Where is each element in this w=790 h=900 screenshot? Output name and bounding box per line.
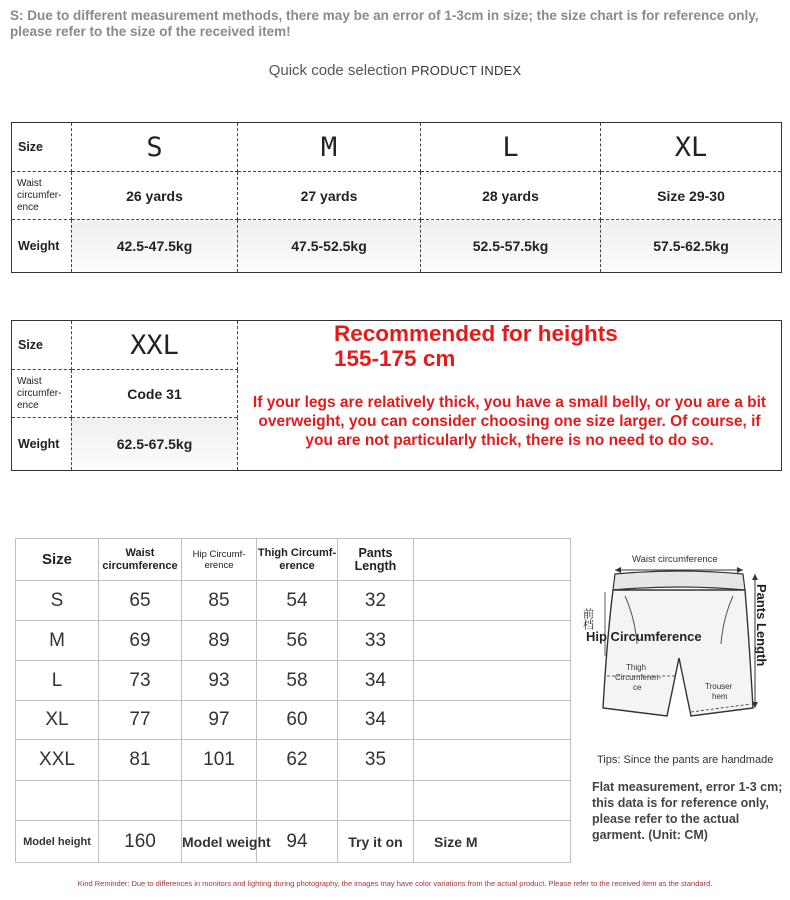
row-label-waist: Waist circumfer-ence bbox=[12, 172, 72, 220]
waist-cell: Code 31 bbox=[72, 370, 238, 418]
weight-cell: 52.5-57.5kg bbox=[421, 220, 601, 273]
weight-cell: 62.5-67.5kg bbox=[72, 418, 238, 471]
thigh-label: ce bbox=[633, 683, 642, 692]
waist-row bbox=[12, 172, 782, 220]
waist-label: Waist circumference bbox=[632, 554, 718, 565]
cell-thigh: 60 bbox=[257, 701, 338, 740]
cell-blank bbox=[338, 781, 414, 821]
measurement-note: S: Due to different measurement methods, there may be an error of 1-3cm in size; the size chart is for reference only, please refer to the size of the received item! bbox=[10, 8, 759, 39]
try-on-label: Try it on bbox=[338, 821, 414, 863]
cell-waist: 73 bbox=[99, 661, 182, 701]
cell-hip: 89 bbox=[182, 621, 257, 661]
waist-cell: 28 yards bbox=[421, 172, 601, 220]
cell-length: 35 bbox=[338, 740, 414, 781]
cell-size: XL bbox=[16, 701, 99, 740]
cell-blank bbox=[99, 781, 182, 821]
size-cell: XXL bbox=[72, 321, 238, 370]
cell-empty bbox=[414, 701, 571, 740]
measurement-table bbox=[15, 538, 571, 863]
cell-hip: 93 bbox=[182, 661, 257, 701]
recommend-heights: 155-175 cm bbox=[334, 346, 456, 371]
cell-blank bbox=[16, 781, 99, 821]
cell-waist: 77 bbox=[99, 701, 182, 740]
weight-cell: 42.5-47.5kg bbox=[72, 220, 238, 273]
cell-size: M bbox=[16, 621, 99, 661]
header-length: Pants Length bbox=[338, 539, 414, 581]
flat-measurement-note: Flat measurement, error 1-3 cm; this data is for reference only, please refer to the actual garment. (Unit: CM) bbox=[592, 780, 783, 842]
hem-label: hem bbox=[712, 692, 728, 701]
table-row bbox=[16, 740, 571, 781]
thigh-label: Thigh bbox=[626, 663, 647, 672]
size-cell: L bbox=[421, 123, 601, 172]
cell-hip: 101 bbox=[182, 740, 257, 781]
cell-empty bbox=[414, 740, 571, 781]
measurement-header-row bbox=[16, 539, 571, 581]
cell-size: L bbox=[16, 661, 99, 701]
cell-length: 33 bbox=[338, 621, 414, 661]
weight-cell: 47.5-52.5kg bbox=[238, 220, 421, 273]
cell-waist: 65 bbox=[99, 581, 182, 621]
xxl-table bbox=[11, 320, 782, 471]
cell-length: 32 bbox=[338, 581, 414, 621]
header-empty bbox=[414, 539, 571, 581]
model-weight-value: 94 bbox=[257, 821, 338, 863]
front-rise-label: 前档 bbox=[581, 608, 595, 630]
row-label-size: Size bbox=[12, 123, 72, 172]
cell-length: 34 bbox=[338, 661, 414, 701]
hem-label: Trouser bbox=[705, 682, 733, 691]
row-label-size: Size bbox=[12, 321, 72, 370]
hip-label: Hip Circumference bbox=[586, 629, 702, 644]
quick-code-heading bbox=[0, 62, 790, 79]
recommend-title: Recommended for heights bbox=[334, 321, 618, 346]
waist-cell: 26 yards bbox=[72, 172, 238, 220]
shorts-body bbox=[603, 590, 753, 716]
model-height-value: 160 bbox=[99, 821, 182, 863]
cell-blank bbox=[257, 781, 338, 821]
cell-thigh: 58 bbox=[257, 661, 338, 701]
weight-row bbox=[12, 220, 782, 273]
cell-waist: 81 bbox=[99, 740, 182, 781]
cell-thigh: 62 bbox=[257, 740, 338, 781]
cell-empty bbox=[414, 581, 571, 621]
header-size: Size bbox=[16, 539, 99, 581]
weight-cell: 57.5-62.5kg bbox=[601, 220, 782, 273]
cell-size: S bbox=[16, 581, 99, 621]
header-waist: Waist circumference bbox=[99, 539, 182, 581]
cell-size: XXL bbox=[16, 740, 99, 781]
table-row bbox=[16, 661, 571, 701]
thigh-label: Circumferen- bbox=[615, 673, 662, 682]
recommendation-cell bbox=[238, 321, 782, 471]
row-label-weight: Weight bbox=[12, 418, 72, 471]
tips-note: Tips: Since the pants are handmade bbox=[597, 754, 774, 766]
try-on-value: Size M bbox=[414, 821, 571, 863]
table-row bbox=[16, 621, 571, 661]
waistband-shape bbox=[613, 571, 745, 590]
row-label-weight: Weight bbox=[12, 220, 72, 273]
quick-code-title: Quick code selection bbox=[268, 62, 408, 79]
header-thigh: Thigh Circumf-erence bbox=[257, 539, 338, 581]
model-weight-label: Model weight bbox=[182, 821, 257, 863]
shorts-illustration bbox=[581, 548, 780, 748]
cell-blank bbox=[414, 781, 571, 821]
cell-empty bbox=[414, 661, 571, 701]
cell-waist: 69 bbox=[99, 621, 182, 661]
model-height-label: Model height bbox=[16, 821, 99, 863]
size-row bbox=[12, 123, 782, 172]
length-label: Pants Length bbox=[754, 584, 769, 667]
cell-length: 34 bbox=[338, 701, 414, 740]
waist-cell: Size 29-30 bbox=[601, 172, 782, 220]
table-row bbox=[16, 581, 571, 621]
recommend-text: If your legs are relatively thick, you have a small belly, or you are a bit overweight, you can consider choosing one size larger. Of course, if you are not particularly thick, there is no need to do so. bbox=[252, 394, 767, 449]
cell-empty bbox=[414, 621, 571, 661]
xxl-size-row bbox=[12, 321, 782, 370]
waist-cell: 27 yards bbox=[238, 172, 421, 220]
size-index-table bbox=[11, 122, 782, 273]
cell-blank bbox=[182, 781, 257, 821]
cell-hip: 85 bbox=[182, 581, 257, 621]
size-cell: M bbox=[238, 123, 421, 172]
row-label-waist: Waist circumfer-ence bbox=[12, 370, 72, 418]
table-row bbox=[16, 701, 571, 740]
size-cell: XL bbox=[601, 123, 782, 172]
shorts-diagram bbox=[581, 548, 780, 748]
cell-hip: 97 bbox=[182, 701, 257, 740]
cell-thigh: 56 bbox=[257, 621, 338, 661]
model-info-row bbox=[16, 821, 571, 863]
header-hip: Hip Circumf-erence bbox=[182, 539, 257, 581]
cell-thigh: 54 bbox=[257, 581, 338, 621]
kind-reminder: Kind Reminder: Due to differences in monitors and lighting during photography, the images may have color variations from the actual product. Please refer to the received item as the standard. bbox=[77, 879, 713, 888]
product-index-label: PRODUCT INDEX bbox=[411, 63, 522, 78]
size-cell: S bbox=[72, 123, 238, 172]
empty-row bbox=[16, 781, 571, 821]
